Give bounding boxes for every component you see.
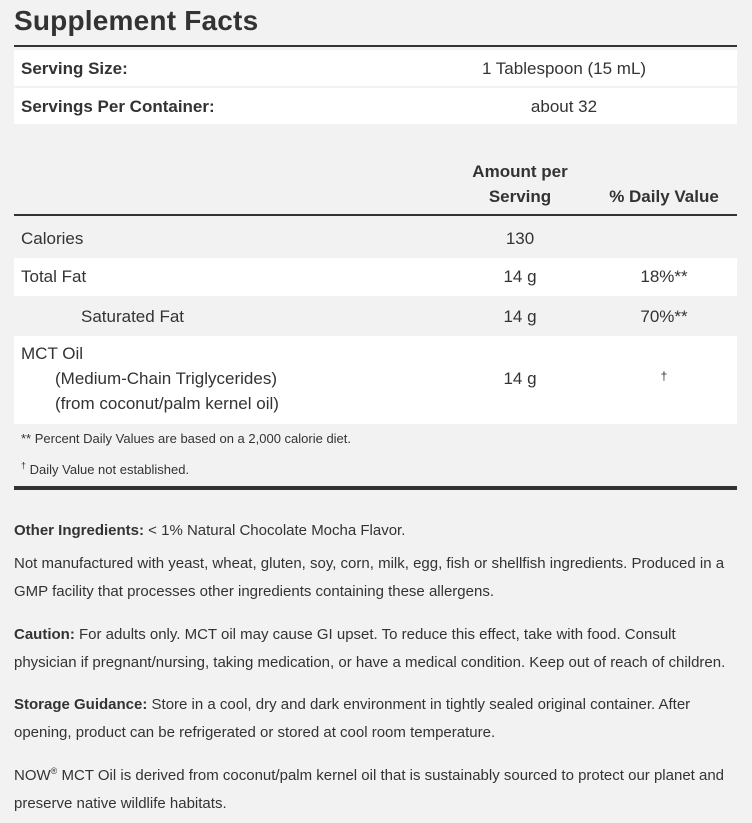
footnote-dagger-line: [21, 462, 189, 477]
nutrient-row-total-fat: [14, 258, 737, 296]
nutrient-row-saturated-fat: [14, 296, 737, 336]
nutrient-name: MCT Oil: [21, 344, 84, 363]
table-bottom-divider: [14, 486, 737, 490]
storage-text: Store in a cool, dry and dark environment in tightly sealed original container. After opening, product can be refrigerated or stored at cool room temperature.: [14, 696, 691, 741]
footnote-dagger-text: Daily Value not established.: [26, 462, 190, 477]
serving-size-value: 1 Tablespoon (15 mL): [481, 59, 647, 78]
storage-label: Storage Guidance:: [14, 696, 148, 713]
serving-size-label: Serving Size:: [21, 59, 128, 78]
page-title: Supplement Facts: [14, 5, 259, 36]
registered-mark: ®: [50, 766, 58, 776]
brand-name: NOW: [14, 767, 51, 784]
dagger-mark: †: [21, 460, 27, 471]
nutrient-row-calories: [14, 218, 737, 258]
storage-guidance: [14, 691, 739, 747]
servings-per-container-label: Servings Per Container:: [21, 97, 215, 116]
servings-per-container-row: [14, 88, 737, 124]
caution-label: Caution:: [14, 626, 75, 643]
other-ingredients-text: < 1% Natural Chocolate Mocha Flavor.: [144, 522, 406, 539]
servings-per-container-value: about 32: [530, 97, 598, 116]
nutrient-subname-1: (Medium-Chain Triglycerides): [55, 369, 278, 388]
allergen-note: Not manufactured with yeast, wheat, gluten, soy, corn, milk, egg, fish or shellfish ingredients. Produced in a GMP facility that processes other ingredients containing these allergens.: [14, 555, 725, 600]
nutrient-row-mct-oil: [14, 336, 737, 424]
footnote-dv-text: ** Percent Daily Values are based on a 2,000 calorie diet.: [21, 431, 352, 446]
amount-header-line1: Amount per: [472, 162, 568, 181]
footnote-daily-values: [14, 431, 737, 449]
nutrient-dv: 70%**: [640, 307, 688, 326]
column-header-row: [14, 158, 737, 214]
serving-size-row: [14, 50, 737, 86]
nutrient-amount: 14 g: [503, 307, 537, 326]
header-divider: [14, 214, 737, 216]
sustainability-note: [14, 762, 739, 818]
nutrient-name: Total Fat: [21, 267, 87, 286]
title-divider: [14, 45, 737, 47]
nutrient-subname-2: (from coconut/palm kernel oil): [55, 394, 279, 413]
amount-header-line2: Serving: [488, 187, 552, 206]
other-ingredients: [14, 517, 739, 545]
nutrient-name: Saturated Fat: [81, 307, 185, 326]
other-ingredients-label: Other Ingredients:: [14, 522, 145, 539]
nutrient-amount: 14 g: [503, 369, 537, 388]
caution-text: For adults only. MCT oil may cause GI upset. To reduce this effect, take with food. Consult physician if pregnant/nursing, taking medication, or have a medical condition. Keep out of reach of children.: [14, 626, 726, 671]
nutrient-amount: 14 g: [503, 267, 537, 286]
daily-value-header: % Daily Value: [609, 187, 719, 206]
nutrient-name: Calories: [21, 229, 84, 248]
nutrient-amount: 130: [505, 229, 535, 248]
caution: [14, 621, 739, 677]
nutrient-dv: †: [660, 369, 668, 383]
nutrient-dv: 18%**: [640, 267, 688, 286]
footnote-dagger: [14, 462, 737, 480]
sustainability-text: MCT Oil is derived from coconut/palm kernel oil that is sustainably sourced to protect our planet and preserve native wildlife habitats.: [14, 767, 725, 812]
